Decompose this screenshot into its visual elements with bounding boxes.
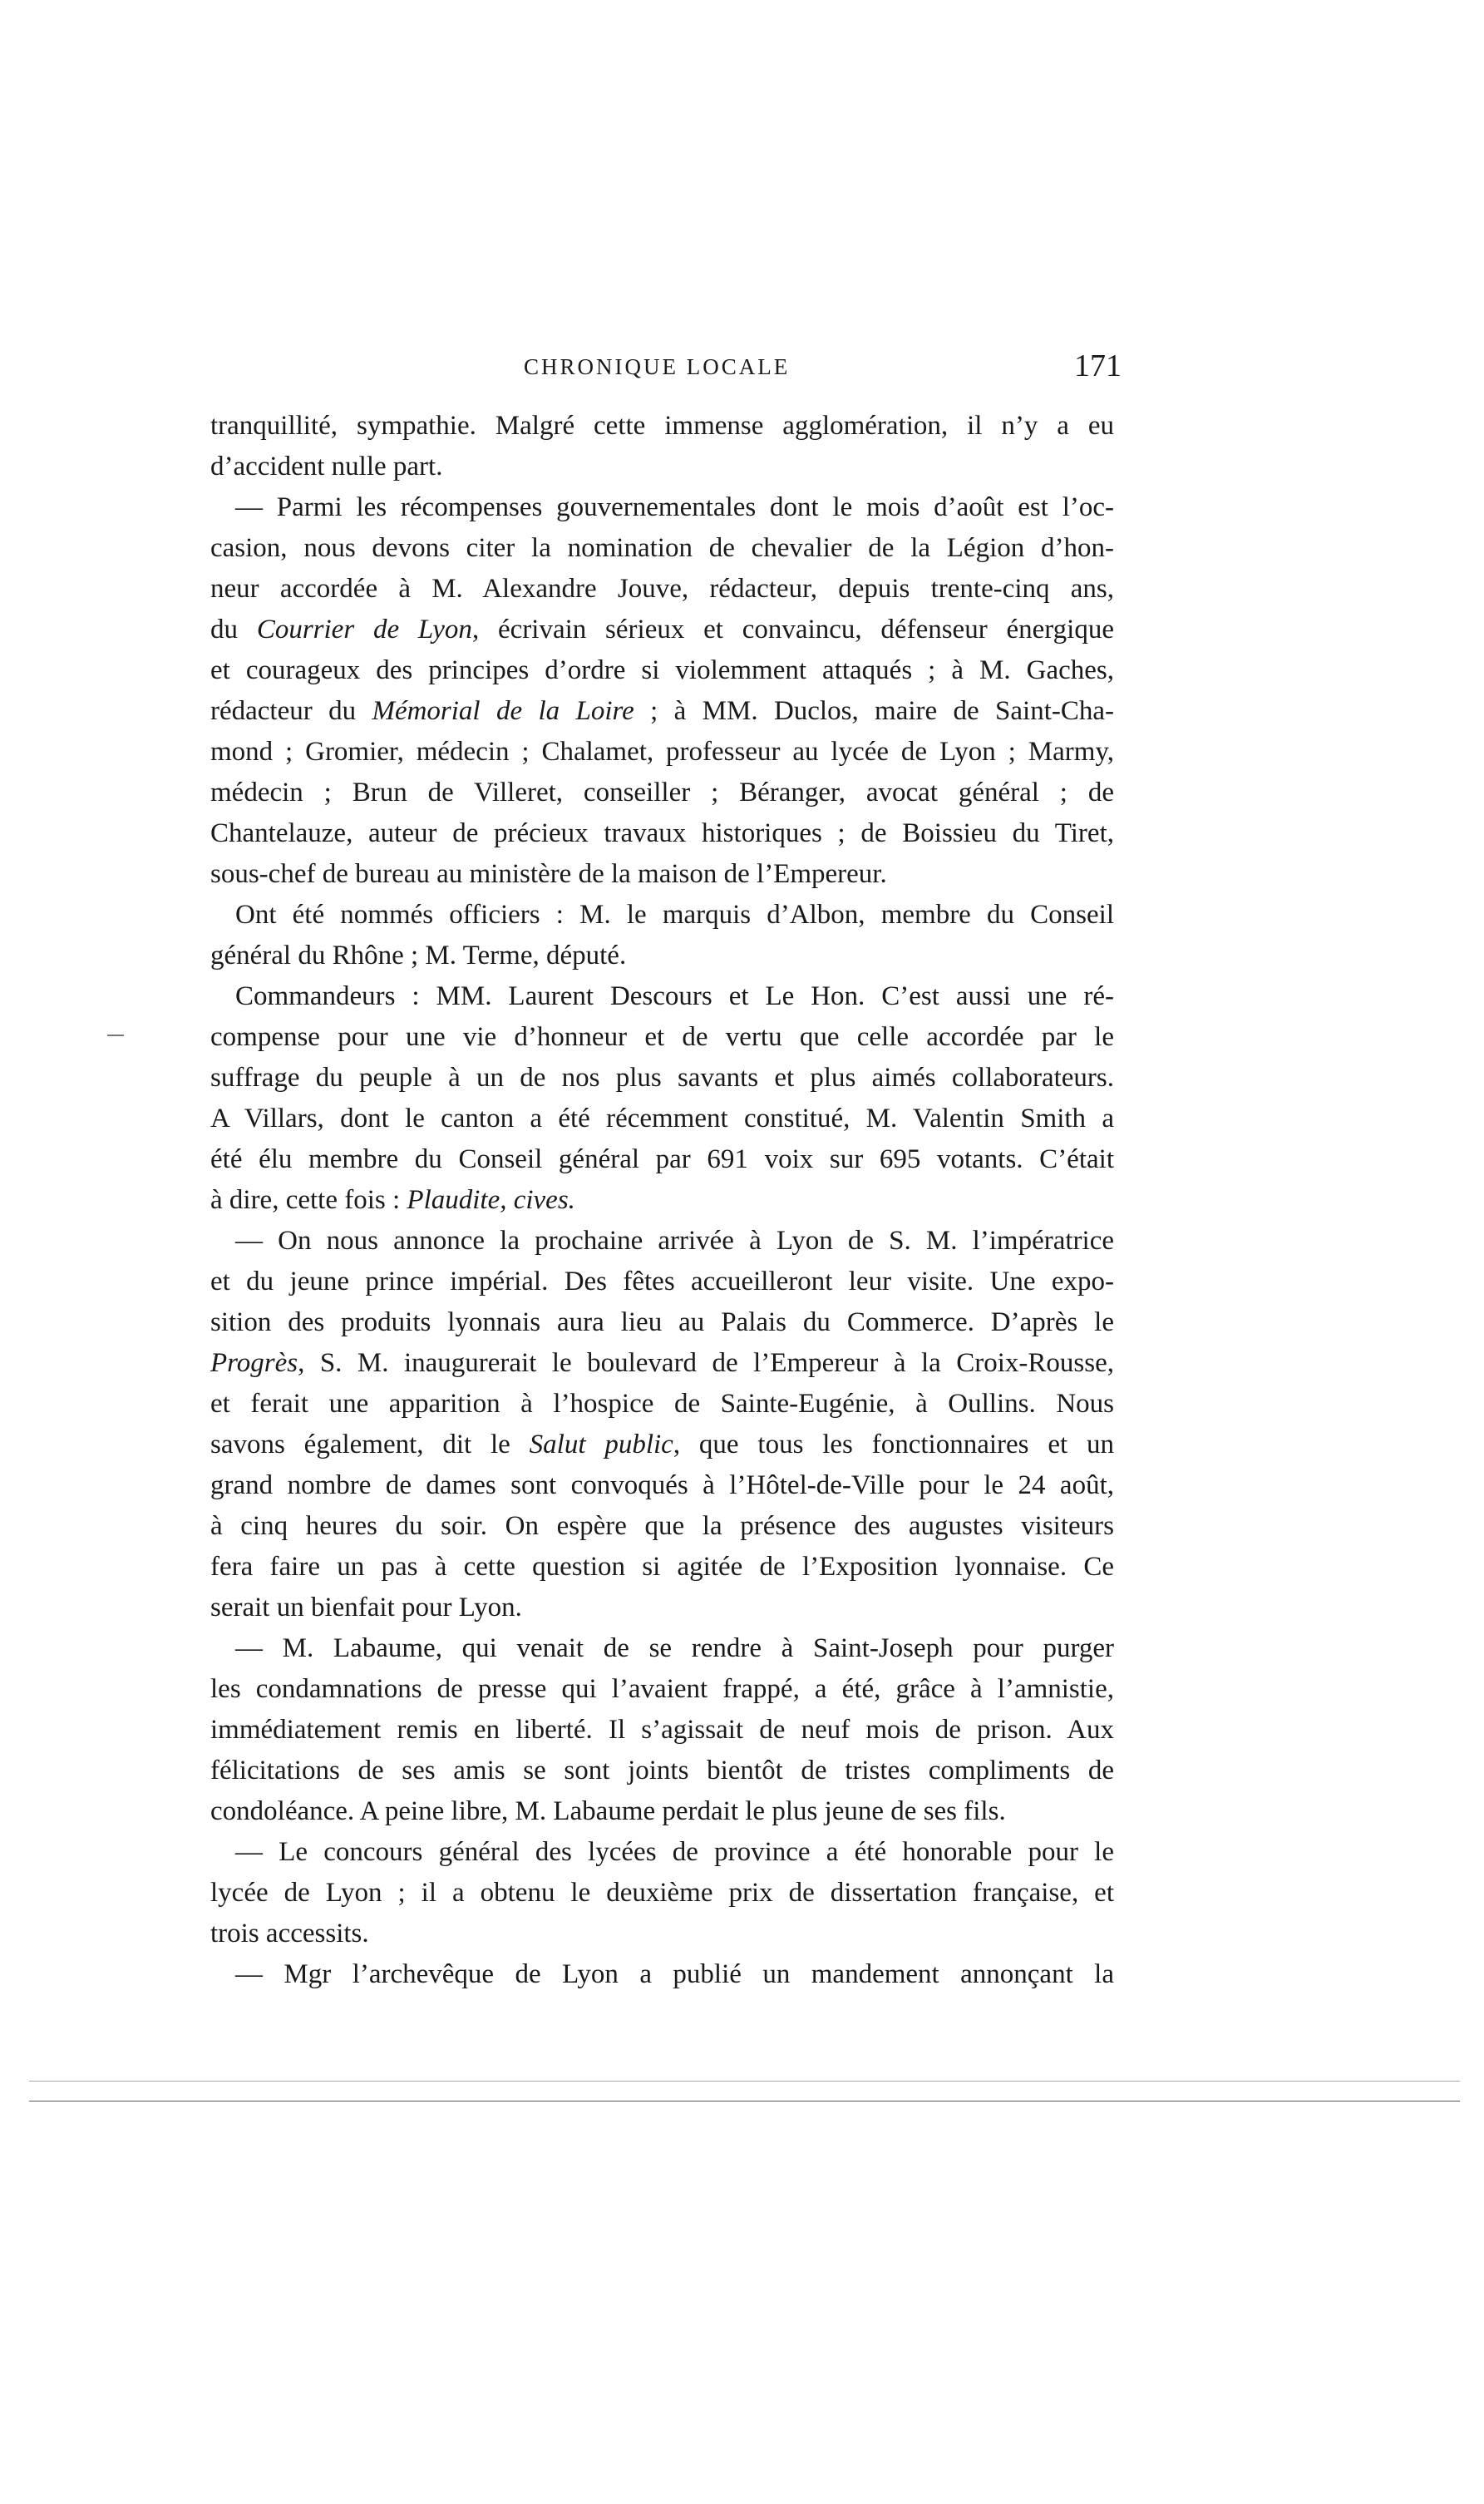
text-segment: à cinq heures du soir. On espère que la présence des augustes visiteurs xyxy=(210,1511,1114,1541)
text-line xyxy=(210,1506,1114,1547)
text-segment: mond ; Gromier, médecin ; Chalamet, professeur au lycée de Lyon ; Marmy, xyxy=(210,737,1114,767)
text-segment: — Le concours général des lycées de province a été honorable pour le xyxy=(235,1837,1114,1867)
text-line xyxy=(210,447,1114,487)
text-segment: casion, nous devons citer la nomination de chevalier de la Légion d’hon- xyxy=(210,533,1114,563)
text-line xyxy=(210,1465,1114,1506)
text-line xyxy=(210,406,1114,447)
text-line xyxy=(210,1791,1114,1832)
text-segment: sition des produits lyonnais aura lieu au Palais du Commerce. D’après le xyxy=(210,1307,1114,1337)
italic-title: Salut public xyxy=(529,1430,673,1459)
text-line xyxy=(210,1384,1114,1425)
text-line xyxy=(210,1547,1114,1588)
text-line xyxy=(210,1873,1114,1914)
text-line xyxy=(210,732,1114,773)
text-line xyxy=(210,1751,1114,1791)
text-line xyxy=(210,1139,1114,1180)
text-segment: félicitations de ses amis se sont joints bientôt de tristes compliments de xyxy=(210,1756,1114,1785)
text-segment: médecin ; Brun de Villeret, conseiller ; Béranger, avocat général ; de xyxy=(210,778,1114,808)
text-line xyxy=(210,1343,1114,1384)
text-line xyxy=(210,528,1114,569)
text-line xyxy=(210,976,1114,1017)
text-segment: — Mgr l’archevêque de Lyon a publié un mandement annonçant la xyxy=(235,1959,1114,1989)
text-segment: et ferait une apparition à l’hospice de Sainte-Eugénie, à Oullins. Nous xyxy=(210,1389,1114,1419)
text-line xyxy=(210,1914,1114,1954)
italic-title: Mémorial de la Loire xyxy=(372,696,634,726)
text-segment: d’accident nulle part. xyxy=(210,452,443,482)
text-segment: lycée de Lyon ; il a obtenu le deuxième prix de dissertation française, et xyxy=(210,1878,1114,1908)
text-line xyxy=(210,1099,1114,1139)
text-segment: les condamnations de presse qui l’avaient frappé, a été, grâce à l’amnistie, xyxy=(210,1674,1114,1704)
text-segment: Commandeurs : MM. Laurent Descours et Le Hon. C’est aussi une ré- xyxy=(235,981,1114,1011)
text-segment: fera faire un pas à cette question si agitée de l’Exposition lyonnaise. Ce xyxy=(210,1552,1114,1582)
italic-title: Progrès xyxy=(210,1348,298,1378)
text-line xyxy=(210,691,1114,732)
text-line xyxy=(210,1302,1114,1343)
text-line xyxy=(210,1954,1114,1995)
text-line xyxy=(210,936,1114,976)
text-segment: , écrivain sérieux et convaincu, défenseur énergique xyxy=(471,615,1114,645)
text-line xyxy=(210,610,1114,650)
text-line xyxy=(210,895,1114,936)
text-line xyxy=(210,1058,1114,1099)
text-line xyxy=(210,773,1114,813)
text-line xyxy=(210,1832,1114,1873)
running-head-title: CHRONIQUE LOCALE xyxy=(524,354,791,379)
text-segment: — On nous annonce la prochaine arrivée à Lyon de S. M. l’impératrice xyxy=(235,1226,1114,1256)
text-segment: et du jeune prince impérial. Des fêtes accueilleront leur visite. Une expo- xyxy=(210,1267,1114,1296)
text-line xyxy=(210,650,1114,691)
text-line xyxy=(210,1017,1114,1058)
text-segment: — M. Labaume, qui venait de se rendre à Saint-Joseph pour purger xyxy=(235,1633,1114,1663)
text-segment: grand nombre de dames sont convoqués à l’Hôtel-de-Ville pour le 24 août, xyxy=(210,1470,1114,1500)
text-line xyxy=(210,487,1114,528)
text-segment: A Villars, dont le canton a été récemment constitué, M. Valentin Smith a xyxy=(210,1104,1114,1133)
text-line xyxy=(210,1588,1114,1628)
text-segment: Chantelauze, auteur de précieux travaux historiques ; de Boissieu du Tiret, xyxy=(210,818,1114,848)
text-line xyxy=(210,854,1114,895)
text-segment: neur accordée à M. Alexandre Jouve, rédacteur, depuis trente-cinq ans, xyxy=(210,574,1114,604)
italic-title: Plaudite, cives. xyxy=(407,1185,575,1215)
text-line xyxy=(210,569,1114,610)
page-number: 171 xyxy=(1074,348,1122,383)
text-segment: tranquillité, sympathie. Malgré cette immense agglomération, il n’y a eu xyxy=(210,411,1114,441)
running-head xyxy=(0,348,1484,389)
text-segment: rédacteur du xyxy=(210,696,372,726)
text-segment: , S. M. inaugurerait le boulevard de l’Empereur à la Croix-Rousse, xyxy=(298,1348,1114,1378)
text-line xyxy=(210,1221,1114,1262)
text-segment: sous-chef de bureau au ministère de la maison de l’Empereur. xyxy=(210,859,887,889)
page-edge-line xyxy=(29,2081,1460,2082)
text-segment: immédiatement remis en liberté. Il s’agissait de neuf mois de prison. Aux xyxy=(210,1715,1114,1745)
margin-mark xyxy=(107,1035,124,1036)
text-line xyxy=(210,1710,1114,1751)
text-segment: du xyxy=(210,615,257,645)
text-line xyxy=(210,1669,1114,1710)
text-line xyxy=(210,1425,1114,1465)
text-segment: été élu membre du Conseil général par 691 voix sur 695 votants. C’était xyxy=(210,1144,1114,1174)
text-line xyxy=(210,813,1114,854)
text-segment: trois accessits. xyxy=(210,1919,369,1948)
text-segment: suffrage du peuple à un de nos plus savants et plus aimés collaborateurs. xyxy=(210,1063,1114,1093)
text-segment: serait un bienfait pour Lyon. xyxy=(210,1593,522,1622)
text-segment: à dire, cette fois : xyxy=(210,1185,407,1215)
text-line xyxy=(210,1262,1114,1302)
text-segment: compense pour une vie d’honneur et de vertu que celle accordée par le xyxy=(210,1022,1114,1052)
text-segment: — Parmi les récompenses gouvernementales dont le mois d’août est l’oc- xyxy=(235,492,1114,522)
text-segment: et courageux des principes d’ordre si violemment attaqués ; à M. Gaches, xyxy=(210,655,1114,685)
text-segment: général du Rhône ; M. Terme, député. xyxy=(210,941,627,970)
italic-title: Courrier de Lyon xyxy=(256,615,472,645)
text-segment: Ont été nommés officiers : M. le marquis d’Albon, membre du Conseil xyxy=(235,900,1114,930)
text-line xyxy=(210,1628,1114,1669)
text-segment: , que tous les fonctionnaires et un xyxy=(673,1430,1114,1459)
text-segment: condoléance. A peine libre, M. Labaume perdait le plus jeune de ses fils. xyxy=(210,1796,1006,1826)
text-segment: ; à MM. Duclos, maire de Saint-Cha- xyxy=(634,696,1114,726)
text-segment: savons également, dit le xyxy=(210,1430,530,1459)
text-line xyxy=(210,1180,1114,1221)
